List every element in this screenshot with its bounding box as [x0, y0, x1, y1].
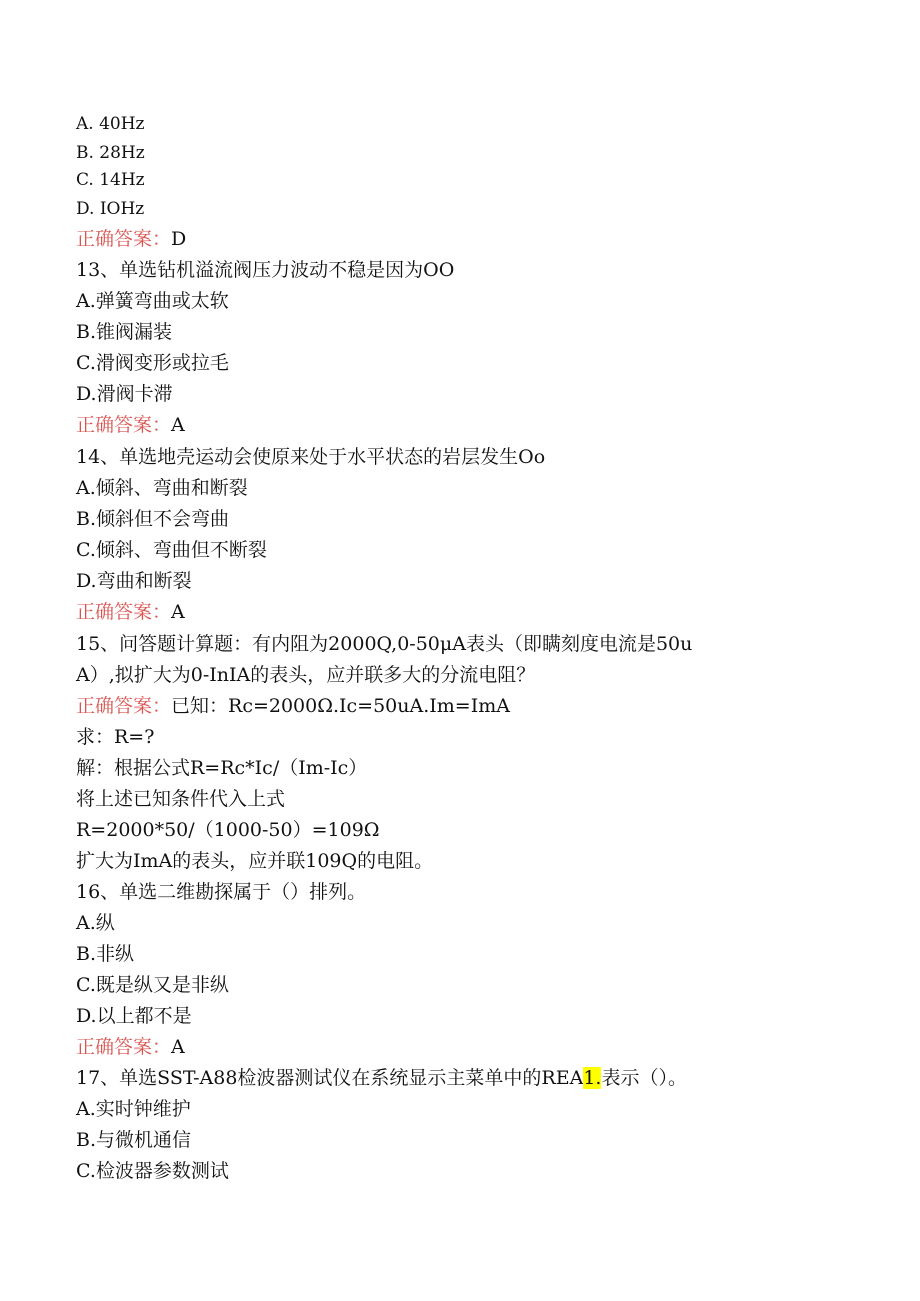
q15-question-line1: 15、问答题计算题：有内阻为2000Q,0-50μA表头（即瞒刻度电流是50u — [76, 633, 693, 655]
q14-option-d: D.弯曲和断裂 — [76, 570, 192, 592]
q14-option-a: A.倾斜、弯曲和断裂 — [76, 477, 248, 499]
q13-option-a: A.弹簧弯曲或太软 — [76, 290, 229, 312]
q16-answer — [76, 1035, 185, 1059]
q15-answer — [76, 694, 510, 718]
q17-highlight: 1. — [583, 1067, 602, 1089]
q12-option-b: B. 28Hz — [76, 143, 145, 163]
q17-option-a: A.实时钟维护 — [76, 1098, 191, 1120]
answer-label: 正确答案： — [76, 695, 172, 717]
q17-option-c: C.检波器参数测试 — [76, 1160, 229, 1182]
q15-answer-line-3: 将上述已知条件代入上式 — [76, 788, 286, 810]
q12-option-c: C. 14Hz — [76, 170, 145, 190]
q16-option-b: B.非纵 — [76, 943, 135, 965]
q15-question-line2: A）,拟扩大为0-InIA的表头，应并联多大的分流电阻？ — [76, 664, 536, 686]
q17-question — [76, 1066, 687, 1090]
q12-option-d: D. IOHz — [76, 199, 145, 219]
q15-answer-line-5: 扩大为ImA的表头，应并联109Q的电阻。 — [76, 850, 434, 872]
q16-question: 16、单选二维勘探属于（）排列。 — [76, 881, 367, 903]
q14-option-c: C.倾斜、弯曲但不断裂 — [76, 539, 267, 561]
q13-question: 13、单选钻机溢流阀压力波动不稳是因为OO — [76, 259, 455, 281]
q13-option-d: D.滑阀卡滞 — [76, 383, 173, 405]
q16-option-a: A.纵 — [76, 912, 115, 934]
answer-value: A — [171, 414, 185, 436]
answer-label: 正确答案： — [76, 601, 172, 623]
q16-option-d: D.以上都不是 — [76, 1005, 192, 1027]
answer-value: A — [171, 601, 185, 623]
q17-question-text: 17、单选SST-A88检波器测试仪在系统显示主菜单中的REA — [76, 1067, 584, 1089]
q15-answer-line-2: 解：根据公式R=Rc*Ic/（Im-Ic） — [76, 757, 368, 779]
answer-label: 正确答案： — [76, 228, 172, 250]
answer-label: 正确答案： — [76, 1036, 172, 1058]
q17-option-b: B.与微机通信 — [76, 1129, 192, 1151]
q14-answer — [76, 600, 185, 624]
q14-question: 14、单选地壳运动会使原来处于水平状态的岩层发生Oo — [76, 446, 546, 468]
q17-question-suffix: 表示（）。 — [601, 1067, 687, 1089]
q13-answer — [76, 413, 185, 437]
answer-label: 正确答案： — [76, 414, 172, 436]
q12-option-a: A. 40Hz — [76, 114, 145, 134]
q14-option-b: B.倾斜但不会弯曲 — [76, 508, 230, 530]
answer-value: D — [171, 228, 187, 250]
answer-value: A — [171, 1036, 185, 1058]
q13-option-c: C.滑阀变形或拉毛 — [76, 352, 229, 374]
q15-answer-line-1: 求：R=? — [76, 726, 155, 748]
answer-value: 已知：Rc=2000Ω.Ic=50uA.Im=ImA — [171, 695, 510, 717]
q12-answer — [76, 227, 186, 251]
q16-option-c: C.既是纵又是非纵 — [76, 974, 229, 996]
q13-option-b: B.锥阀漏装 — [76, 321, 173, 343]
q15-answer-line-4: R=2000*50/（1000-50）=109Ω — [76, 819, 380, 841]
